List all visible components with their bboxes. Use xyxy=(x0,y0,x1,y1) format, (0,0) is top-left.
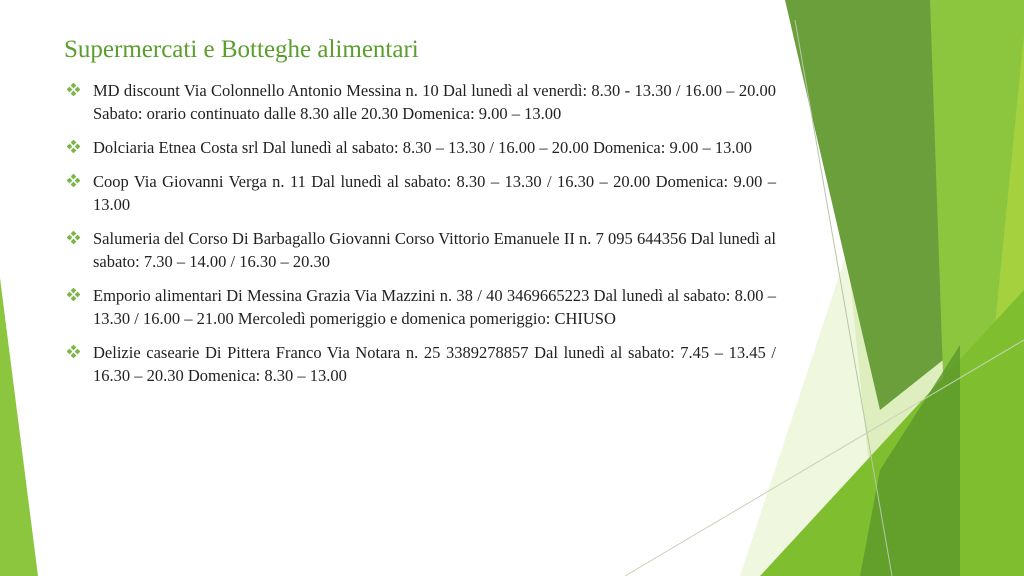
list-item-text: Delizie casearie Di Pittera Franco Via Notara n. 25 3389278857 Dal lunedì al sabato: 7.45 – 13.45 / 16.30 – 20.30 Domenica: 8.30 – 13.00 xyxy=(93,343,776,385)
list-item xyxy=(64,170,776,216)
left-green-wedge xyxy=(0,278,38,576)
list-item-text: Salumeria del Corso Di Barbagallo Giovanni Corso Vittorio Emanuele II n. 7 095 644356 Dal lunedì al sabato: 7.30 – 14.00 / 16.30 – 20.30 xyxy=(93,229,776,271)
diamond-bullet-icon xyxy=(67,174,80,187)
diamond-bullet-icon xyxy=(67,345,80,358)
diamond-bullet-icon xyxy=(67,231,80,244)
bullet-list xyxy=(64,79,776,398)
diamond-bullet-icon xyxy=(67,83,80,96)
list-item-text: Emporio alimentari Di Messina Grazia Via Mazzini n. 38 / 40 3469665223 Dal lunedì al sabato: 8.00 – 13.30 / 16.00 – 21.00 Mercoledì pomeriggio e domenica pomeriggio: CHIUSO xyxy=(93,286,776,328)
list-item xyxy=(64,341,776,387)
diamond-bullet-icon xyxy=(67,288,80,301)
list-item xyxy=(64,284,776,330)
list-item xyxy=(64,136,776,159)
list-item-text: MD discount Via Colonnello Antonio Messina n. 10 Dal lunedì al venerdì: 8.30 - 13.30 / 16.00 – 20.00 Sabato: orario continuato dalle 8.30 alle 20.30 Domenica: 9.00 – 13.00 xyxy=(93,81,776,123)
list-item-text: Coop Via Giovanni Verga n. 11 Dal lunedì al sabato: 8.30 – 13.30 / 16.30 – 20.00 Domenica: 9.00 – 13.00 xyxy=(93,172,776,214)
page-title: Supermercati e Botteghe alimentari xyxy=(64,36,419,63)
list-item xyxy=(64,79,776,125)
diamond-bullet-icon xyxy=(67,140,80,153)
list-item-text: Dolciaria Etnea Costa srl Dal lunedì al sabato: 8.30 – 13.30 / 16.00 – 20.00 Domenica: 9.00 – 13.00 xyxy=(93,138,752,157)
list-item xyxy=(64,227,776,273)
